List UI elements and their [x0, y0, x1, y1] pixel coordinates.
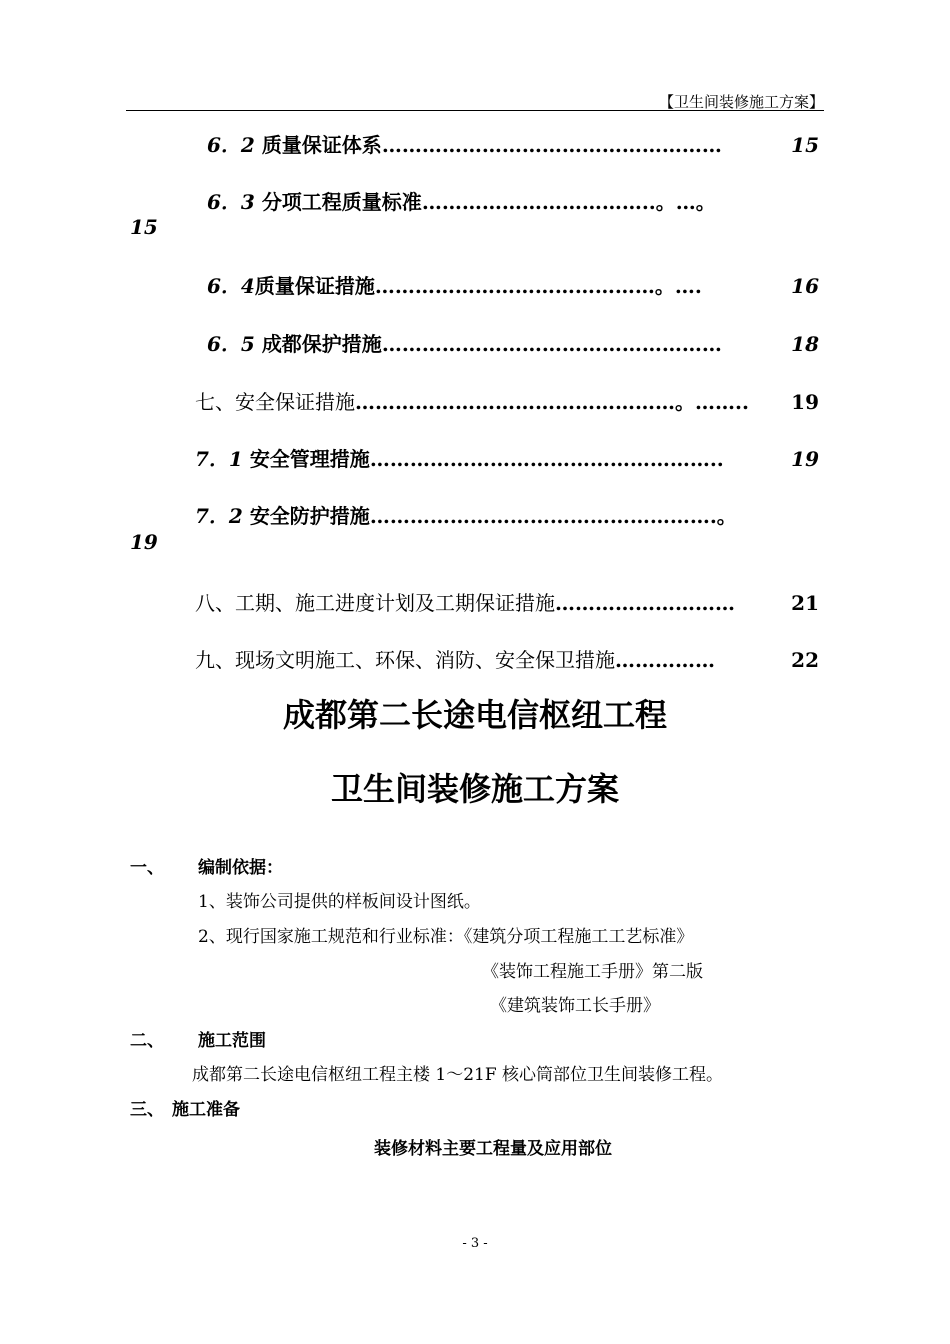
toc-page: 15	[791, 133, 819, 157]
toc-entry-7[interactable]	[195, 386, 819, 415]
toc-leader: ……………	[615, 648, 715, 672]
section-number: 二、	[130, 1031, 164, 1051]
toc-page: 16	[791, 274, 819, 298]
section-heading: 编制依据：	[198, 858, 283, 878]
document-title-line-1: 成都第二长途电信枢纽工程	[282, 696, 667, 734]
toc-page: 19	[791, 390, 819, 414]
toc-leader: …………………………………………。……..	[355, 390, 749, 414]
toc-entry-6-5[interactable]	[207, 328, 819, 357]
toc-entry-6-4[interactable]	[207, 270, 819, 299]
list-item: 1、装饰公司提供的样板间设计图纸。	[198, 892, 481, 912]
toc-label: 九、现场文明施工、环保、消防、安全保卫措施	[195, 648, 615, 672]
toc-entry-7-2[interactable]	[195, 500, 819, 529]
document-title-line-2: 卫生间装修施工方案	[330, 770, 619, 808]
toc-label: 质量保证措施	[254, 274, 375, 298]
list-item: 《装饰工程施工手册》第二版	[482, 962, 703, 982]
toc-leader: ……………………………………………..	[369, 447, 724, 471]
toc-page: 21	[791, 591, 819, 615]
toc-page: 19	[791, 447, 819, 471]
toc-label: 八、工期、施工进度计划及工期保证措施	[195, 591, 555, 615]
toc-label: 质量保证体系	[261, 133, 382, 157]
paragraph: 成都第二长途电信枢纽工程主楼 1～21F 核心筒部位卫生间装修工程。	[192, 1065, 724, 1085]
toc-entry-7-1[interactable]	[195, 443, 819, 472]
toc-label: 安全管理措施	[249, 447, 370, 471]
toc-entry-9[interactable]	[195, 644, 819, 673]
toc-num: 6．3	[207, 190, 255, 214]
toc-label: 分项工程质量标准	[261, 190, 422, 214]
section-heading: 施工范围	[198, 1031, 266, 1051]
toc-leader: ……………………………………。….	[374, 274, 702, 298]
header-rule	[126, 110, 824, 111]
list-item: 《建筑装饰工长手册》	[490, 996, 660, 1016]
toc-entry-6-3[interactable]	[207, 186, 819, 215]
toc-entry-6-2[interactable]	[207, 129, 819, 158]
toc-num: 6．2	[207, 133, 255, 157]
list-item: 2、现行国家施工规范和行业标准：《建筑分项工程施工工艺标准》	[198, 927, 694, 947]
toc-page: 22	[791, 648, 819, 672]
section-number: 一、	[130, 858, 164, 878]
toc-leader: ……………………………..。…。	[421, 190, 716, 214]
section-heading: 施工准备	[172, 1100, 240, 1120]
toc-wrapped-page: 15	[130, 215, 158, 239]
section-number: 三、	[130, 1100, 164, 1120]
toc-label: 成都保护措施	[261, 332, 382, 356]
toc-num: 6．4	[207, 274, 255, 298]
toc-leader: ……………………………………………	[381, 332, 722, 356]
page-header: 【卫生间装修施工方案】	[658, 93, 824, 111]
toc-num: 7．1	[195, 447, 243, 471]
toc-leader: ………………………	[555, 591, 735, 615]
toc-label: 七、安全保证措施	[195, 390, 355, 414]
page-number: - 3 -	[462, 1236, 488, 1251]
toc-page: 18	[791, 332, 819, 356]
toc-leader: ……………………………………………	[381, 133, 722, 157]
toc-num: 6．5	[207, 332, 255, 356]
toc-entry-8[interactable]	[195, 587, 819, 616]
toc-num: 7．2	[195, 504, 243, 528]
toc-leader: …………………………………………….。	[369, 504, 737, 528]
toc-label: 安全防护措施	[249, 504, 370, 528]
toc-wrapped-page: 19	[130, 530, 158, 554]
table-title: 装修材料主要工程量及应用部位	[374, 1139, 612, 1159]
